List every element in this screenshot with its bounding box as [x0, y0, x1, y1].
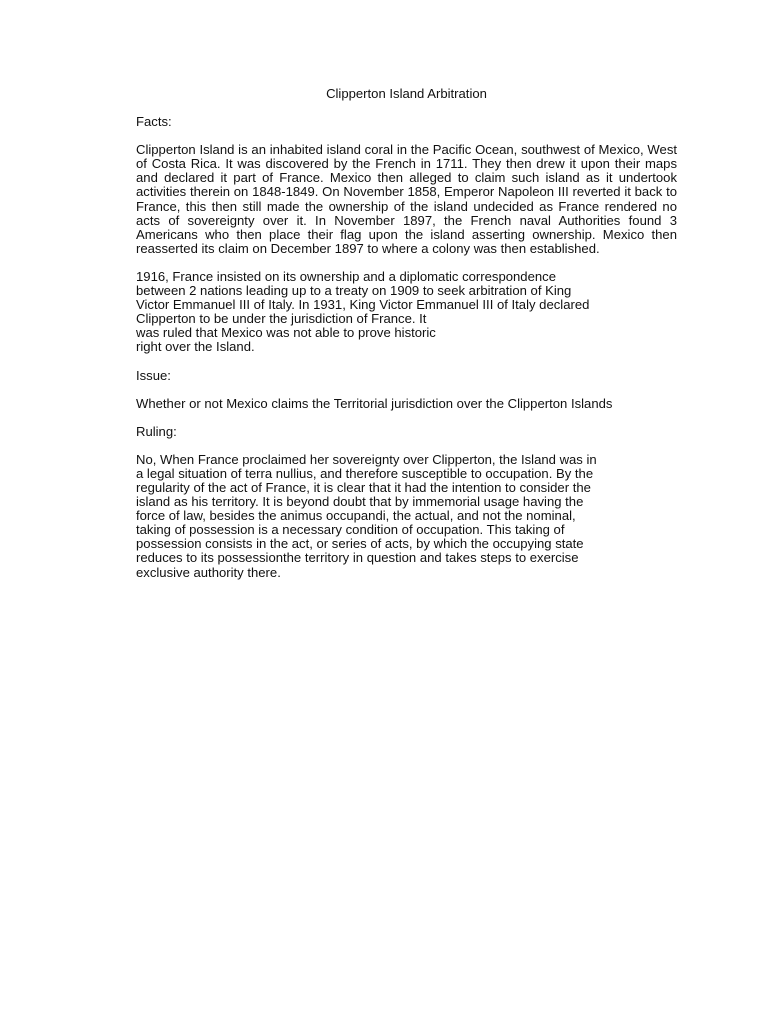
ruling-paragraph	[136, 453, 677, 580]
facts-paragraph-2	[136, 270, 677, 355]
facts-paragraph-2-line: between 2 nations leading up to a treaty on 1909 to seek arbitration of King	[136, 283, 572, 299]
ruling-paragraph-line: regularity of the act of France, it is clear that it had the intention to consider the	[136, 479, 591, 495]
document-page	[136, 87, 677, 594]
facts-paragraph-2-line: 1916, France insisted on its ownership and a diplomatic correspondence	[136, 268, 556, 284]
issue-paragraph: Whether or not Mexico claims the Territorial jurisdiction over the Clipperton Islands	[136, 395, 613, 411]
document-title: Clipperton Island Arbitration	[326, 86, 487, 101]
ruling-paragraph-line: taking of possession is a necessary condition of occupation. This taking of	[136, 522, 565, 538]
ruling-paragraph-line: reduces to its possessionthe territory in question and takes steps to exercise	[136, 550, 579, 566]
ruling-paragraph-line: a legal situation of terra nullius, and therefore susceptible to occupation. By the	[136, 465, 594, 481]
facts-paragraph-1: Clipperton Island is an inhabited island coral in the Pacific Ocean, southwest of Mexico, West of Costa Rica. It was discovered by the French in 1711. They then drew it upon their maps and declared it part of France. Mexico then alleged to claim such island as it undertook activities therein on 1848-1849. On November 1858, Emperor Napoleon III reverted it back to France, this then still made the ownership of the island undecided as France rendered no acts of sovereignty over it. In November 1897, the French naval Authorities found 3 Americans who then place their flag upon the island asserting ownership. Mexico then reasserted its claim on December 1897 to where a colony was then established.	[136, 142, 677, 256]
facts-paragraph-2-line: Clipperton to be under the jurisdiction of France. It	[136, 311, 427, 327]
facts-heading: Facts:	[136, 114, 172, 130]
ruling-paragraph-line: possession consists in the act, or series of acts, by which the occupying state	[136, 536, 584, 552]
ruling-paragraph-line: force of law, besides the animus occupandi, the actual, and not the nominal,	[136, 508, 576, 524]
ruling-paragraph-line: No, When France proclaimed her sovereignty over Clipperton, the Island was in	[136, 451, 597, 467]
facts-paragraph-2-line: Victor Emmanuel III of Italy. In 1931, King Victor Emmanuel III of Italy declared	[136, 297, 590, 313]
ruling-paragraph-line: island as his territory. It is beyond doubt that by immemorial usage having the	[136, 494, 584, 510]
ruling-paragraph-line: exclusive authority there.	[136, 564, 281, 580]
issue-heading: Issue:	[136, 367, 171, 383]
ruling-heading: Ruling:	[136, 423, 177, 439]
facts-paragraph-2-line: right over the Island.	[136, 339, 255, 355]
facts-paragraph-2-line: was ruled that Mexico was not able to prove historic	[136, 325, 436, 341]
